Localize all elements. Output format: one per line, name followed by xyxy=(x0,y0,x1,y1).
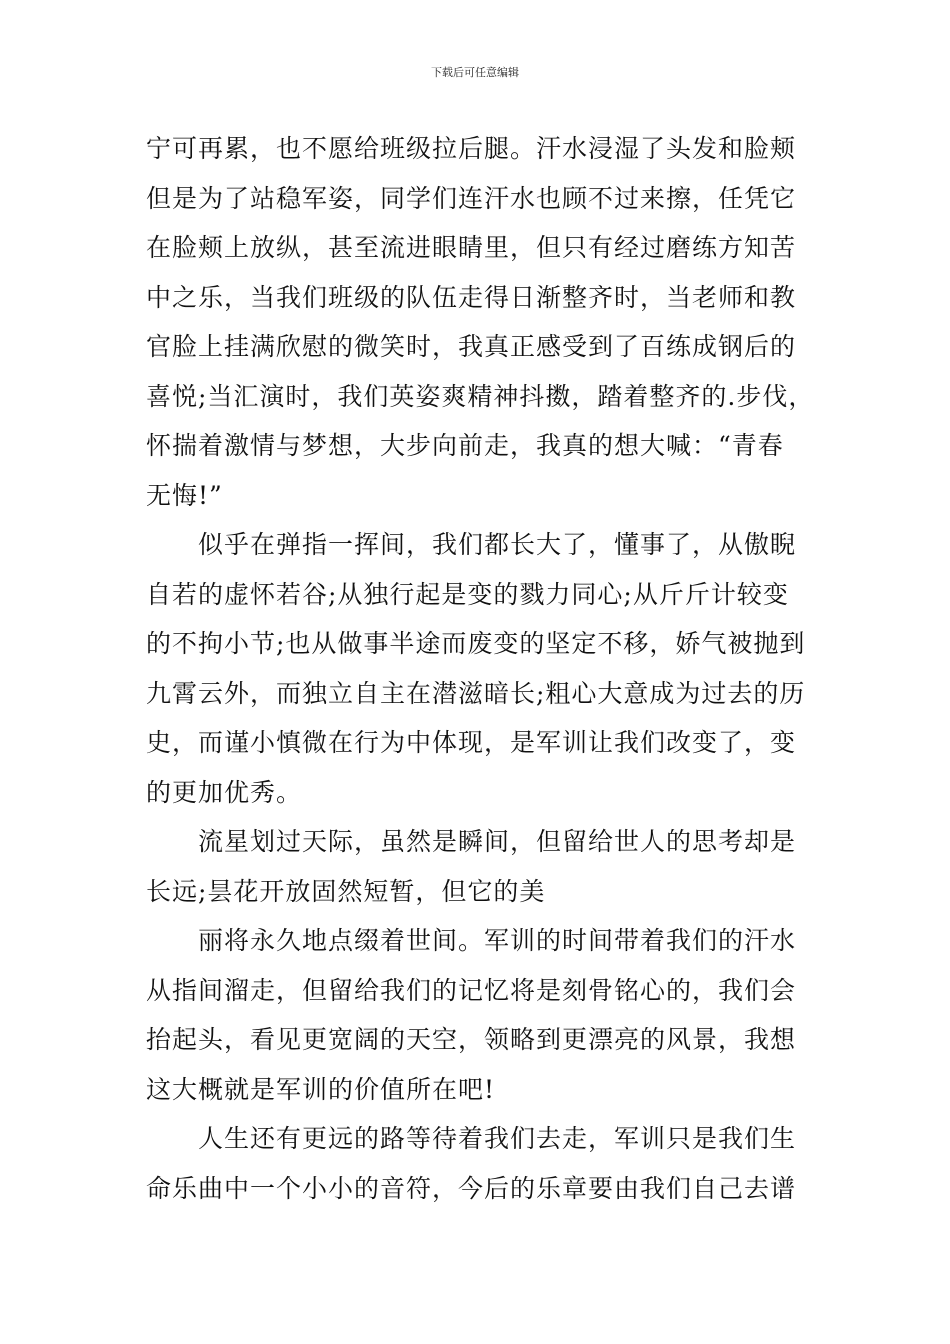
document-body xyxy=(146,124,816,1213)
text-line: 自若的虚怀若谷;从独行起是变的戮力同心;从斤斤计较变 xyxy=(146,579,789,609)
text-line: 但是为了站稳军姿，同学们连汗水也顾不过来擦，任凭它 xyxy=(146,183,797,213)
text-line: 中之乐，当我们班级的队伍走得日渐整齐时，当老师和教 xyxy=(146,282,797,312)
text-line: 抬起头，看见更宽阔的天空，领略到更漂亮的风景，我想 xyxy=(146,1025,797,1054)
paragraph-start-line: 似乎在弹指一挥间，我们都长大了，懂事了，从傲睨 xyxy=(198,530,797,559)
text-line: 怀揣着激情与梦想，大步向前走，我真的想大喊：“青春 xyxy=(146,431,784,460)
paragraph-start-line: 丽将永久地点缀着世间。军训的时间带着我们的汗水 xyxy=(198,926,797,955)
page-header-note: 下载后可任意编辑 xyxy=(431,66,519,79)
text-line: 命乐曲中一个小小的音符，今后的乐章要由我们自己去谱 xyxy=(146,1173,797,1203)
text-line: 宁可再累，也不愿给班级拉后腿。汗水浸湿了头发和脸颊 xyxy=(146,134,797,163)
text-line: 的不拘小节;也从做事半途而废变的坚定不移，娇气被抛到 xyxy=(146,629,806,658)
text-line: 官脸上挂满欣慰的微笑时，我真正感受到了百练成钢后的 xyxy=(146,332,797,361)
text-line: 在脸颊上放纵，甚至流进眼睛里，但只有经过磨练方知苦 xyxy=(146,233,797,262)
text-line: 九霄云外，而独立自主在潜滋暗长;粗心大意成为过去的历 xyxy=(146,678,806,708)
paragraph-start-line: 流星划过天际，虽然是瞬间，但留给世人的思考却是 xyxy=(198,827,797,856)
text-line: 喜悦;当汇演时，我们英姿爽精神抖擞，踏着整齐的.步伐， xyxy=(146,381,815,411)
text-line: 这大概就是军训的价值所在吧! xyxy=(146,1074,496,1104)
text-line: 史，而谨小慎微在行为中体现，是军训让我们改变了，变 xyxy=(146,728,797,757)
text-line: 从指间溜走，但留给我们的记忆将是刻骨铭心的，我们会 xyxy=(146,975,797,1005)
text-line: 长远;昙花开放固然短暂，但它的美 xyxy=(146,876,546,906)
paragraph-start-line: 人生还有更远的路等待着我们去走，军训只是我们生 xyxy=(198,1124,797,1153)
text-line: 的更加优秀。 xyxy=(146,777,303,807)
text-line: 无悔!” xyxy=(146,480,223,510)
